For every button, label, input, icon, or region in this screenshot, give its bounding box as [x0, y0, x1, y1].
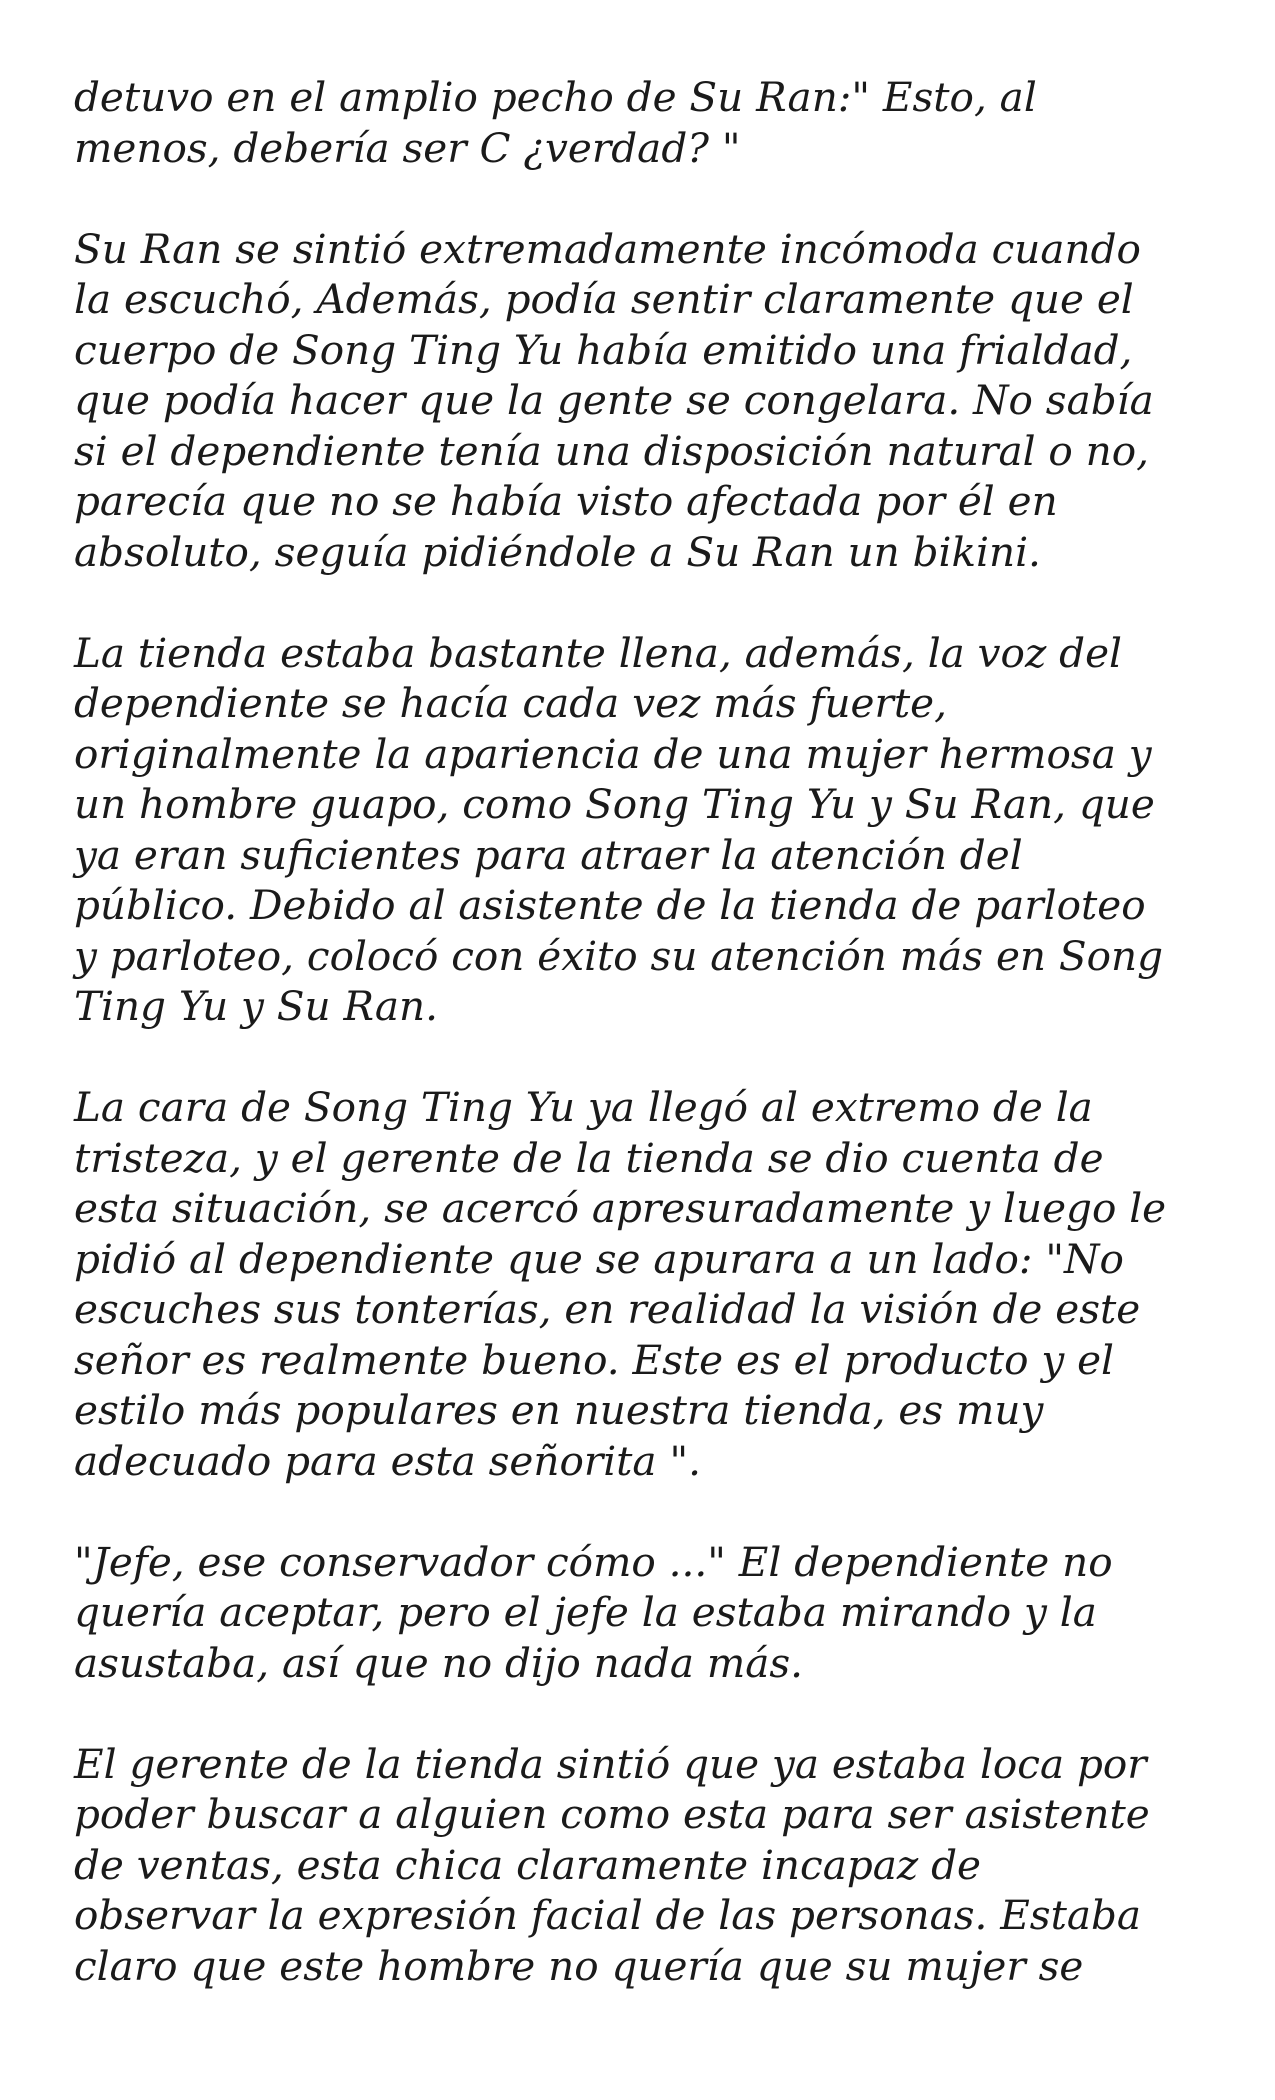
- text-line: estilo más populares en nuestra tienda, es muy: [74, 1386, 1044, 1434]
- text-line: señor es realmente bueno. Este es el producto y el: [74, 1335, 1115, 1384]
- text-line: poder buscar a alguien como esta para ser asistente: [74, 1790, 1150, 1838]
- text-line: absoluto, seguía pidiéndole a Su Ran un bikini.: [74, 527, 1041, 576]
- text-line: Su Ran se sintió extremadamente incómoda cuando: [74, 224, 1141, 273]
- paragraph-5: [74, 1537, 1214, 1689]
- text-line: Ting Yu y Su Ran.: [74, 982, 439, 1030]
- text-line: dependiente se hacía cada vez más fuerte,: [74, 679, 947, 727]
- text-line: escuches sus tonterías, en realidad la visión de este: [74, 1285, 1141, 1333]
- text-line: originalmente la apariencia de una mujer hermosa y: [74, 729, 1152, 778]
- text-line: quería aceptar, pero el jefe la estaba mirando y la: [74, 1588, 1097, 1636]
- paragraph-3: [74, 628, 1214, 1032]
- text-line: El gerente de la tienda sintió que ya estaba loca por: [74, 1739, 1147, 1788]
- text-line: de ventas, esta chica claramente incapaz de: [74, 1840, 982, 1889]
- text-line: adecuado para esta señorita ".: [74, 1436, 701, 1485]
- text-line: tristeza, y el gerente de la tienda se dio cuenta de: [74, 1133, 1104, 1182]
- paragraph-4: [74, 1082, 1214, 1486]
- text-line: La cara de Song Ting Yu ya llegó al extremo de la: [74, 1083, 1093, 1131]
- text-line: La tienda estaba bastante llena, además, la voz del: [74, 628, 1122, 677]
- text-line: parecía que no se había visto afectada por él en: [74, 477, 1058, 525]
- text-line: "Jefe, ese conservador cómo ..." El dependiente no: [74, 1537, 1113, 1586]
- text-line: menos, debería ser C ¿verdad? ": [74, 123, 741, 172]
- text-line: un hombre guapo, como Song Ting Yu y Su Ran, que: [74, 780, 1155, 828]
- text-line: y parloteo, colocó con éxito su atención más en Song: [74, 931, 1164, 980]
- text-line: la escuchó, Además, podía sentir claramente que el: [74, 275, 1134, 323]
- text-line: observar la expresión facial de las personas. Estaba: [74, 1891, 1142, 1939]
- text-line: si el dependiente tenía una disposición natural o no,: [74, 426, 1150, 475]
- text-line: esta situación, se acercó apresuradamente y luego le: [74, 1184, 1167, 1232]
- text-line: ya eran suficientes para atraer la atención del: [74, 830, 1023, 879]
- paragraph-6: [74, 1739, 1214, 1992]
- text-line: claro que este hombre no quería que su mujer se: [74, 1941, 1084, 1990]
- text-line: que podía hacer que la gente se congelara. No sabía: [74, 376, 1154, 424]
- text-line: asustaba, así que no dijo nada más.: [74, 1638, 804, 1687]
- text-line: detuvo en el amplio pecho de Su Ran:" Esto, al: [74, 73, 1037, 121]
- text-line: pidió al dependiente que se apurara a un lado: "No: [74, 1234, 1124, 1283]
- paragraph-1: [74, 72, 1214, 173]
- text-line: público. Debido al asistente de la tienda de parloteo: [74, 881, 1146, 929]
- text-line: cuerpo de Song Ting Yu había emitido una frialdad,: [74, 325, 1133, 374]
- paragraph-2: [74, 224, 1214, 578]
- document-body: [74, 72, 1214, 2042]
